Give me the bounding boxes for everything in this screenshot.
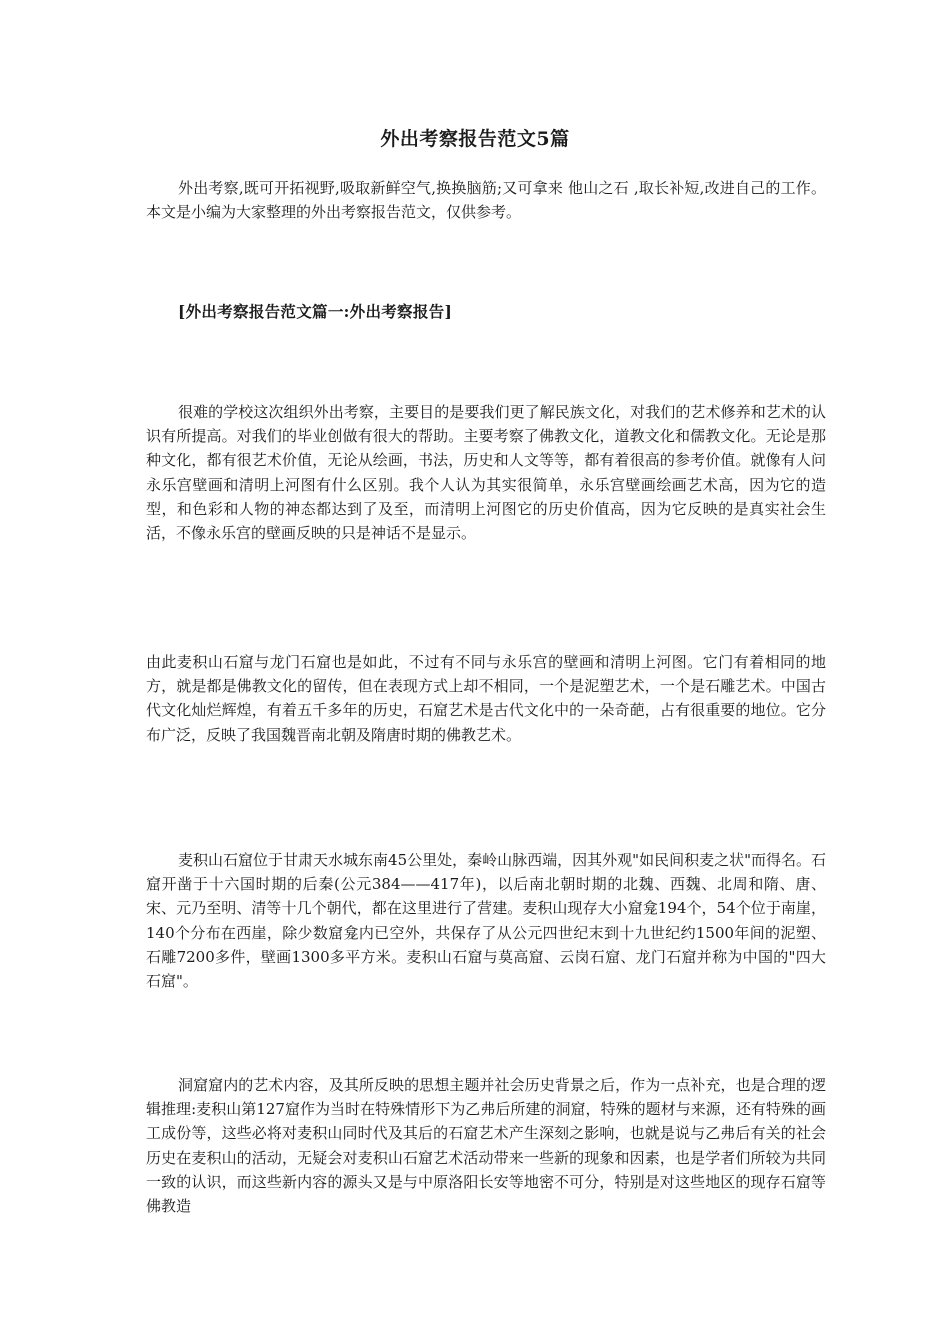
page-title: 外出考察报告范文5篇 [380, 128, 570, 150]
section-heading: [外出考察报告范文篇一:外出考察报告] [178, 302, 453, 321]
intro-paragraph: 外出考察,既可开拓视野,吸取新鲜空气,换换脑筋;又可拿来 他山之石 ,取长补短,改进自己的工作。本文是小编为大家整理的外出考察报告范文，仅供参考。 [146, 179, 826, 222]
body-paragraph-4: 洞窟窟内的艺术内容，及其所反映的思想主题并社会历史背景之后，作为一点补充，也是合理的逻辑推理:麦积山第127窟作为当时在特殊情形下为乙弗后所建的洞窟，特殊的题材与来源，还有特殊的画工成份等，这些必将对麦积山同时代及其后的石窟艺术产生深刻之影响，也就是说与乙弗后有关的社会历史在麦积山的活动，无疑会对麦积山石窟艺术活动带来一些新的现象和因素，也是学者们所较为共同一致的认识，而这些新内容的源头又是与中原洛阳长安等地密不可分，特别是对这些地区的现存石窟等佛教造 [146, 1076, 826, 1216]
body-paragraph-3: 麦积山石窟位于甘肃天水城东南45公里处，秦岭山脉西端，因其外观"如民间积麦之状"而得名。石窟开凿于十六国时期的后秦(公元384——417年)，以后南北朝时期的北魏、西魏、北周和隋、唐、宋、元乃至明、清等十几个朝代，都在这里进行了营建。麦积山现存大小窟龛194个，54个位于南崖，140个分布在西崖，除少数窟龛内已空外，共保存了从公元四世纪末到十九世纪约1500年间的泥塑、石雕7200多件，壁画1300多平方米。麦积山石窟与莫高窟、云岗石窟、龙门石窟并称为中国的"四大石窟"。 [146, 851, 827, 991]
body-paragraph-2: 由此麦积山石窟与龙门石窟也是如此，不过有不同与永乐宫的壁画和清明上河图。它门有着相同的地方，就是都是佛教文化的留传，但在表现方式上却不相同，一个是泥塑艺术，一个是石雕艺术。中国古代文化灿烂辉煌，有着五千多年的历史，石窟艺术是古代文化中的一朵奇葩，占有很重要的地位。它分布广泛，反映了我国魏晋南北朝及隋唐时期的佛教艺术。 [146, 653, 826, 744]
body-paragraph-1: 很难的学校这次组织外出考察，主要目的是要我们更了解民族文化，对我们的艺术修养和艺术的认识有所提高。对我们的毕业创做有很大的帮助。主要考察了佛教文化，道教文化和儒教文化。无论是那种文化，都有很艺术价值，无论从绘画，书法，历史和人文等等，都有着很高的参考价值。就像有人问永乐宫壁画和清明上河图有什么区别。我个人认为其实很简单，永乐宫壁画绘画艺术高，因为它的造型，和色彩和人物的神态都达到了及至，而清明上河图它的历史价值高，因为它反映的是真实社会生活，不像永乐宫的壁画反映的只是神话不是显示。 [146, 403, 826, 543]
